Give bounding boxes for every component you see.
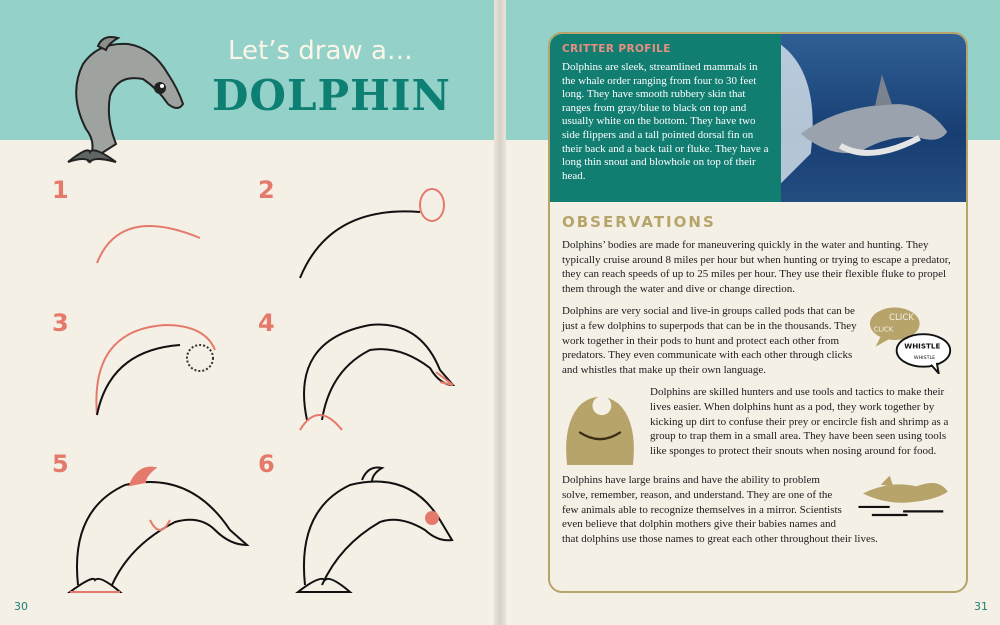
observation-paragraph-wrap [562, 473, 954, 546]
whistle-text: WHISTLE [904, 341, 941, 351]
step4-body [304, 325, 453, 420]
step6-eye [426, 512, 438, 524]
info-panel [548, 32, 968, 593]
observations-section [550, 202, 966, 554]
step1-arc [97, 226, 200, 263]
dolphin-sponge-illustration [562, 385, 638, 465]
profile-row [550, 34, 966, 202]
critter-profile-box [550, 34, 781, 202]
dolphin-photo [781, 34, 966, 202]
step3-head [187, 345, 213, 371]
page-number-right: 31 [974, 600, 988, 613]
step5-flipper [150, 520, 170, 530]
step-number: 6 [258, 450, 275, 478]
step6-fin [362, 468, 382, 483]
observation-paragraph: Dolphins have large brains and have the ability to problem solve, remember, reason, and understand. They are one of the few animals able to recognize themselves in a mirror. Scientists even believe that dolphin mothers give their babies names and that dolphins use those names to great each other throughout their lives. [562, 474, 878, 545]
observation-paragraph-wrap [562, 304, 954, 377]
step-drawings [0, 150, 494, 600]
click-text: CLICK [889, 313, 914, 324]
step2-arc [300, 211, 420, 278]
step6-body [304, 482, 452, 585]
observation-paragraph: Dolphins’ bodies are made for maneuvering quickly in the water and hunting. They typically cruise around 8 miles per hour but when hunting or trying to escape a predator, they can reach speeds of up to 25 miles per hour. They use their flexible fluke to propel them through the water and dive or change direction. [562, 239, 951, 295]
step-number: 5 [52, 450, 69, 478]
dolphin-illustration [28, 34, 198, 166]
step-number: 3 [52, 309, 69, 337]
critter-profile-heading: CRITTER PROFILE [562, 43, 671, 55]
step-number: 1 [52, 176, 69, 204]
click-text: CLICK [873, 325, 894, 334]
critter-profile-text: Dolphins are sleek, streamlined mammals in the whale order ranging from four to 30 feet long. They have smooth rubbery skin that ranges from gray/blue to black on top and usually white on the bottom. They have two side flippers and a tall pointed dorsal fin on their back and a back tail or fluke. They have a long thin snout and blowhole on top of their head. [562, 61, 769, 182]
whistle-text: WHISTLE [913, 356, 936, 362]
book-gutter [494, 0, 506, 625]
step5-body [77, 482, 247, 585]
observations-heading: OBSERVATIONS [562, 213, 716, 231]
subtitle: Let’s draw a… [228, 36, 413, 66]
step3-inner [97, 345, 180, 415]
observation-paragraph-wrap [562, 385, 954, 465]
step-number: 2 [258, 176, 275, 204]
page-number-left: 30 [14, 600, 28, 613]
speech-bubbles-icon [868, 304, 954, 374]
observation-paragraph: Dolphins are skilled hunters and use tools and tactics to make their lives easier. When dolphins hunt as a pod, they work together by kicking up dirt to confuse their prey or encircle fish and shrimp as a group to trap them in a small area. They have been seen using tools like sponges to protect their snouts when nosing around for food. [650, 386, 949, 457]
dolphins-swimming-illustration [854, 473, 954, 523]
step3-outline [96, 325, 215, 415]
page-title: DOLPHIN [212, 71, 451, 120]
step2-head [420, 189, 444, 221]
observation-paragraph: Dolphins are very social and live-in groups called pods that can be just a few dolphins to superpods that can be in the thousands. They work together in their pods to hunt and protect each other from predators. They even communicate with each other through clicks and whistles that make up their own language. [562, 305, 857, 376]
step-number: 4 [258, 309, 275, 337]
